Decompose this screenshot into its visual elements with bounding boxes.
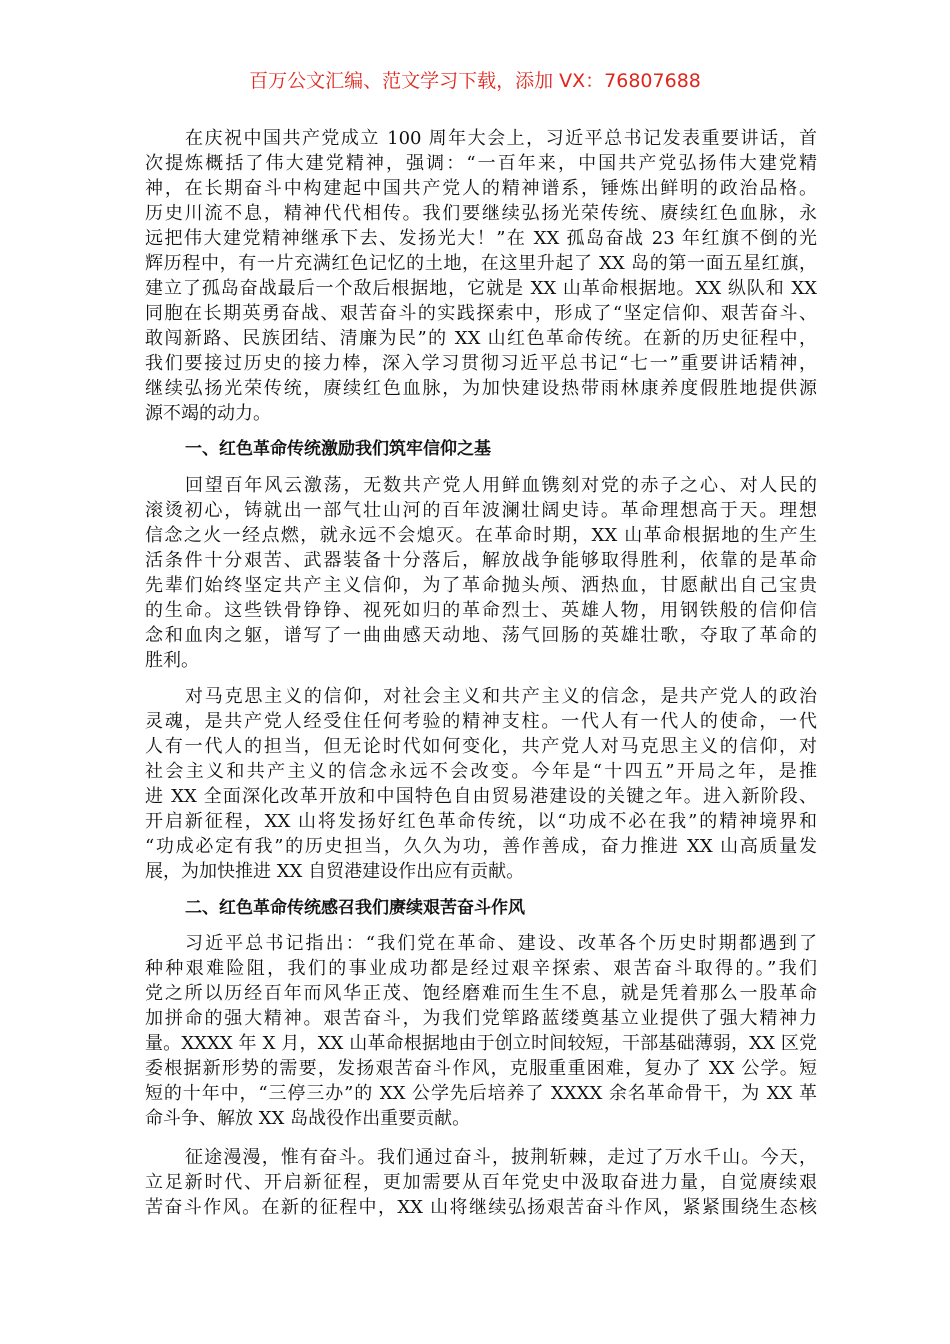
text-line: 进 XX 全面深化改革开放和中国特色自由贸易港建设的关键之年。进入新阶段、 [145,786,817,807]
text-line: 敢闯新路、民族团结、清廉为民”的 XX 山红色革命传统。在新的历史征程中， [145,328,817,349]
text-line: 短的十年中，“三停三办”的 XX 公学先后培养了 XXXX 余名革命骨干，为 XX 革 [145,1083,817,1104]
section-heading-1: 一、红色革命传统激励我们筑牢信仰之基 [185,439,491,459]
text-line: 对马克思主义的信仰，对社会主义和共产主义的信念，是共产党人的政治 [185,686,817,707]
text-line: 加拼命的强大精神。艰苦奋斗，为我们党筚路蓝缕奠基立业提供了强大精神力 [145,1008,817,1029]
text-line: 苦奋斗作风。在新的征程中，XX 山将继续弘扬艰苦奋斗作风，紧紧围绕生态核 [145,1197,817,1218]
text-line: 胜利。 [145,650,199,671]
text-line: 辉历程中，有一片充满红色记忆的土地，在这里升起了 XX 岛的第一面五星红旗， [145,253,817,274]
text-line: 种种艰难险阻，我们的事业成功都是经过艰辛探索、艰苦奋斗取得的。”我们 [145,958,817,979]
text-line: 回望百年风云激荡，无数共产党人用鲜血镌刻对党的赤子之心、对人民的 [185,475,817,496]
section-heading-2: 二、红色革命传统感召我们赓续艰苦奋斗作风 [185,898,525,918]
text-line: 灵魂，是共产党人经受住任何考验的精神支柱。一代人有一代人的使命，一代 [145,711,817,732]
paragraph-2 [145,473,817,673]
text-line: 习近平总书记指出：“我们党在革命、建设、改革各个历史时期都遇到了 [185,933,817,954]
text-line: 的生命。这些铁骨铮铮、视死如归的革命烈士、英雄人物，用钢铁般的信仰信 [145,600,817,621]
text-line: 展，为加快推进 XX 自贸港建设作出应有贡献。 [145,861,525,882]
text-line: 念和血肉之躯，谱写了一曲曲感天动地、荡气回肠的英雄壮歌，夺取了革命的 [145,625,817,646]
text-line: 同胞在长期英勇奋战、艰苦奋斗的实践探索中，形成了“坚定信仰、艰苦奋斗、 [145,303,817,324]
paragraph-3 [145,684,817,884]
text-line: 源不竭的动力。 [145,403,271,424]
text-line: 信念之火一经点燃，就永远不会熄灭。在革命时期，XX 山革命根据地的生产生 [145,525,817,546]
text-line: 党之所以历经百年而风华正茂、饱经磨难而生生不息，就是凭着那么一股革命 [145,983,817,1004]
text-line: “功成必定有我”的历史担当，久久为功，善作善成，奋力推进 XX 山高质量发 [145,836,817,857]
text-line: 征途漫漫，惟有奋斗。我们通过奋斗，披荆斩棘，走过了万水千山。今天， [185,1147,817,1168]
download-banner: 百万公文汇编、范文学习下载，添加 VX：76807688 [249,70,701,92]
paragraph-1 [145,126,817,426]
text-line: 委根据新形势的需要，发扬艰苦奋斗作风，克服重重困难，复办了 XX 公学。短 [145,1058,817,1079]
text-line: 立足新时代、开启新征程，更加需要从百年党史中汲取奋进力量，自觉赓续艰 [145,1172,817,1193]
text-line: 开启新征程，XX 山将发扬好红色革命传统，以“功成不必在我”的精神境界和 [145,811,817,832]
text-line: 神，在长期奋斗中构建起中国共产党人的精神谱系，锤炼出鲜明的政治品格。 [145,178,817,199]
paragraph-5 [145,1145,817,1220]
text-line: 社会主义和共产主义的信念永远不会改变。今年是“十四五”开局之年，是推 [145,761,817,782]
text-line: 我们要接过历史的接力棒，深入学习贯彻习近平总书记“七一”重要讲话精神， [145,353,817,374]
text-line: 建立了孤岛奋战最后一个敌后根据地，它就是 XX 山革命根据地。XX 纵队和 XX [145,278,817,299]
paragraph-4 [145,931,817,1131]
text-line: 次提炼概括了伟大建党精神，强调：“一百年来，中国共产党弘扬伟大建党精 [145,153,817,174]
text-line: 远把伟大建党精神继承下去、发扬光大！”在 XX 孤岛奋战 23 年红旗不倒的光 [145,228,817,249]
text-line: 先辈们始终坚定共产主义信仰，为了革命抛头颅、洒热血，甘愿献出自己宝贵 [145,575,817,596]
text-line: 历史川流不息，精神代代相传。我们要继续弘扬光荣传统、赓续红色血脉，永 [145,203,817,224]
text-line: 继续弘扬光荣传统，赓续红色血脉，为加快建设热带雨林康养度假胜地提供源 [145,378,817,399]
text-line: 命斗争、解放 XX 岛战役作出重要贡献。 [145,1108,471,1129]
text-line: 滚烫初心，铸就出一部气壮山河的百年波澜壮阔史诗。革命理想高于天。理想 [145,500,817,521]
text-line: 活条件十分艰苦、武器装备十分落后，解放战争能够取得胜利，依靠的是革命 [145,550,817,571]
text-line: 量。XXXX 年 X 月，XX 山革命根据地由于创立时间较短，干部基础薄弱，XX 区党 [145,1033,817,1054]
text-line: 人有一代人的担当，但无论时代如何变化，共产党人对马克思主义的信仰，对 [145,736,817,757]
text-line: 在庆祝中国共产党成立 100 周年大会上，习近平总书记发表重要讲话，首 [185,128,817,149]
